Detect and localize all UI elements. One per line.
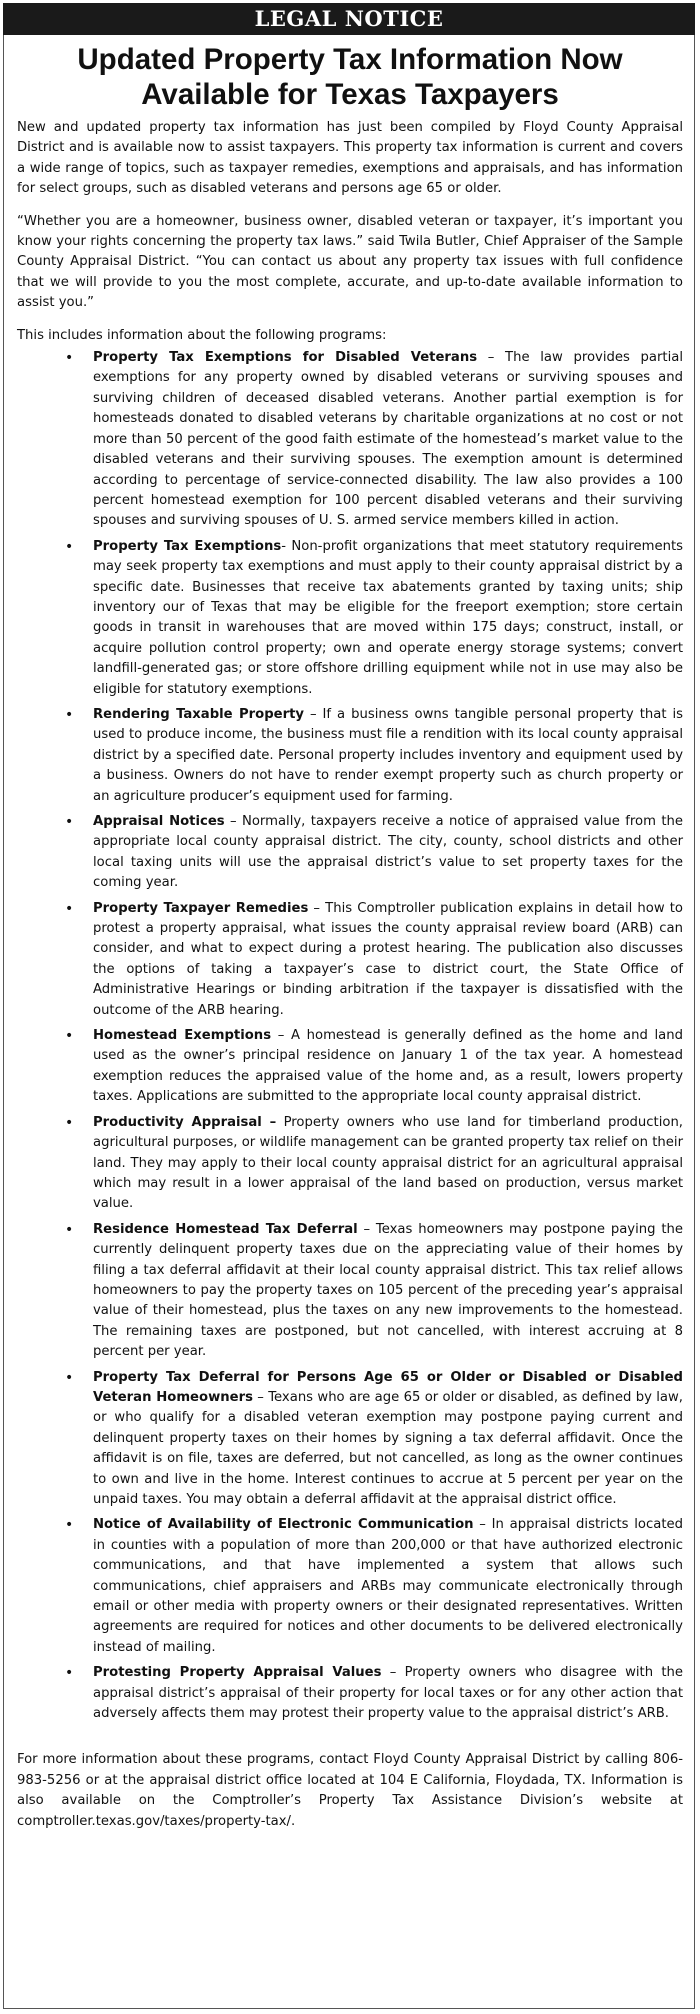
bullet-icon: • — [65, 538, 74, 555]
list-item — [65, 705, 683, 807]
notice-title — [0, 42, 700, 112]
program-term: Property Tax Exemptions — [93, 538, 282, 554]
program-text: – Texas homeowners may postpone paying the currently delinquent property taxes due on the appreciating value of their homes by filing a tax deferral affidavit at their local county appraisal district. This tax relief allows homeowners to pay the property taxes on 105 percent of the preceding year’s appraisal value of their homestead, plus the taxes on any new improvements to the homestead. The remaining taxes are postponed, but not cancelled, with interest accruing at 8 percent per year. — [93, 1221, 683, 1360]
list-item — [65, 1113, 683, 1215]
program-term: Protesting Property Appraisal Values — [93, 1665, 382, 1681]
bullet-icon: • — [65, 350, 74, 367]
program-term: Rendering Taxable Property — [93, 706, 304, 722]
program-text: – A homestead is generally defined as the home and land used as the owner’s principal residence on January 1 of the tax year. A homestead exemption reduces the appraised value of the home and, as a result, lowers property taxes. Applications are submitted to the appropriate local county appraisal district. — [93, 1028, 683, 1105]
program-term: Property Tax Deferral for Persons Age 65 or Older or Disabled or Disabled Veteran Homeowners — [93, 1369, 683, 1405]
title-line-2: Available for Texas Taxpayers — [141, 78, 559, 111]
program-term: Property Taxpayer Remedies — [93, 900, 309, 916]
list-item — [65, 1368, 683, 1511]
footer-paragraph: For more information about these programs, contact Floyd County Appraisal District by calling 806-983-5256 or at the appraisal district office located at 104 E California, Floydada, TX. Information is also available on the Comptroller’s Property Tax Assistance Division’s website at comptroller.texas.gov/taxes/property-tax/. — [17, 1752, 683, 1829]
list-item — [65, 348, 683, 532]
list-item — [65, 1515, 683, 1658]
program-term: Productivity Appraisal – — [93, 1114, 277, 1130]
bullet-icon: • — [65, 1369, 74, 1386]
program-text: – Texans who are age 65 or older or disabled, as defined by law, or who qualify for a disabled veteran exemption may postpone paying current and delinquent property taxes on their homes by signing a tax deferral affidavit. Once the affidavit is on file, taxes are deferred, but not cancelled, as long as the owner continues to own and live in the home. Interest continues to accrue at 5 percent per year on the unpaid taxes. You may obtain a deferral affidavit at the appraisal district office. — [93, 1389, 683, 1507]
list-item — [65, 899, 683, 1021]
list-item — [65, 1663, 683, 1724]
quote-paragraph: “Whether you are a homeowner, business owner, disabled veteran or taxpayer, it’s important you know your rights concerning the property tax laws.” said Twila Butler, Chief Appraiser of the Sample County Appraisal District. “You can contact us about any property tax issues with full confidence that we will provide to you the most complete, accurate, and up-to-date available information to assist you.” — [17, 213, 683, 311]
program-term: Property Tax Exemptions for Disabled Veterans — [93, 350, 478, 366]
bullet-icon: • — [65, 1221, 74, 1238]
program-term: Residence Homestead Tax Deferral — [93, 1221, 358, 1237]
list-item — [65, 1026, 683, 1108]
program-term: Notice of Availability of Electronic Communication — [93, 1517, 474, 1533]
bullet-icon: • — [65, 1665, 74, 1682]
intro-paragraph: New and updated property tax information has just been compiled by Floyd County Appraisal District and is available now to assist taxpayers. This property tax information is current and covers a wide range of topics, such as taxpayer remedies, exemptions and appraisals, and has information for select groups, such as disabled veterans and persons age 65 or older. — [17, 120, 683, 197]
program-term: Homestead Exemptions — [93, 1028, 272, 1044]
list-item — [65, 537, 683, 700]
title-line-1: Updated Property Tax Information Now — [77, 43, 623, 76]
list-item — [65, 1220, 683, 1363]
program-text: – Normally, taxpayers receive a notice of appraised value from the appropriate local county appraisal district. The city, county, school districts and other local taxing units will use the appraisal district’s value to set property taxes for the coming year. — [93, 814, 683, 891]
program-text: – The law provides partial exemptions for any property owned by disabled veterans or surviving spouses and surviving children of deceased disabled veterans. Another partial exemption is for homesteads donated to disabled veterans by charitable organizations at no cost or not more than 50 percent of the good faith estimate of the homestead’s market value to the disabled veterans and their surviving spouses. The exemption amount is determined according to percentage of service-connected disability. The law also provides a 100 percent homestead exemption for 100 percent disabled veterans and their surviving spouses and surviving spouses of U. S. armed service members killed in action. — [93, 350, 683, 529]
bullet-icon: • — [65, 706, 74, 723]
bullet-icon: • — [65, 900, 74, 917]
program-text: – In appraisal districts located in counties with a population of more than 200,000 or that have authorized electronic communications, and that have implemented a system that allows such communications, chief appraisers and ARBs may communicate electronically through email or other media with property owners or their designated representatives. Written agreements are required for notices and other documents to be delivered electronically instead of mailing. — [93, 1517, 683, 1655]
program-text: Property owners who use land for timberland production, agricultural purposes, or wildlife management can be granted property tax relief on their land. They may apply to their local county appraisal district for an agricultural appraisal which may result in a lower appraisal of the land based on production, versus market value. — [93, 1114, 683, 1212]
program-text: – This Comptroller publication explains in detail how to protest a property appraisal, what issues the county appraisal review board (ARB) can consider, and what to expect during a protest hearing. The publication also discusses the options of taking a taxpayer’s case to district court, the State Office of Administrative Hearings or binding arbitration if the taxpayer is dissatisfied with the outcome of the ARB hearing. — [93, 900, 683, 1018]
notice-body — [17, 118, 683, 1832]
bullet-icon: • — [65, 1517, 74, 1534]
legal-notice-banner: LEGAL NOTICE — [3, 3, 695, 35]
program-term: Appraisal Notices — [93, 814, 225, 829]
program-text: – If a business owns tangible personal property that is used to produce income, the business must file a rendition with its local county appraisal district by a specified date. Personal property includes inventory and equipment used by a business. Owners do not have to render exempt property such as church property or an agriculture producer’s equipment used for farming. — [93, 706, 683, 804]
program-text: – Property owners who disagree with the appraisal district’s appraisal of their property for local taxes or for any other action that adversely affects them may protest their property value to the appraisal district’s ARB. — [93, 1665, 683, 1722]
programs-lead: This includes information about the following programs: — [17, 327, 387, 343]
bullet-icon: • — [65, 814, 74, 830]
bullet-icon: • — [65, 1028, 74, 1045]
program-text: - Non-profit organizations that meet statutory requirements may seek property tax exemptions and must apply to their county appraisal district by a specific date. Businesses that receive tax abatements granted by taxing units; ship inventory our of Texas that may be eligible for the freeport exemption; store certain goods in transit in warehouses that are moved within 175 days; construct, install, or acquire pollution control property; own and operate energy storage systems; convert landfill-generated gas; or store offshore drilling equipment while not in use may also be eligible for statutory exemptions. — [93, 538, 683, 697]
list-item — [65, 812, 683, 894]
programs-list — [17, 348, 683, 1724]
bullet-icon: • — [65, 1114, 74, 1131]
